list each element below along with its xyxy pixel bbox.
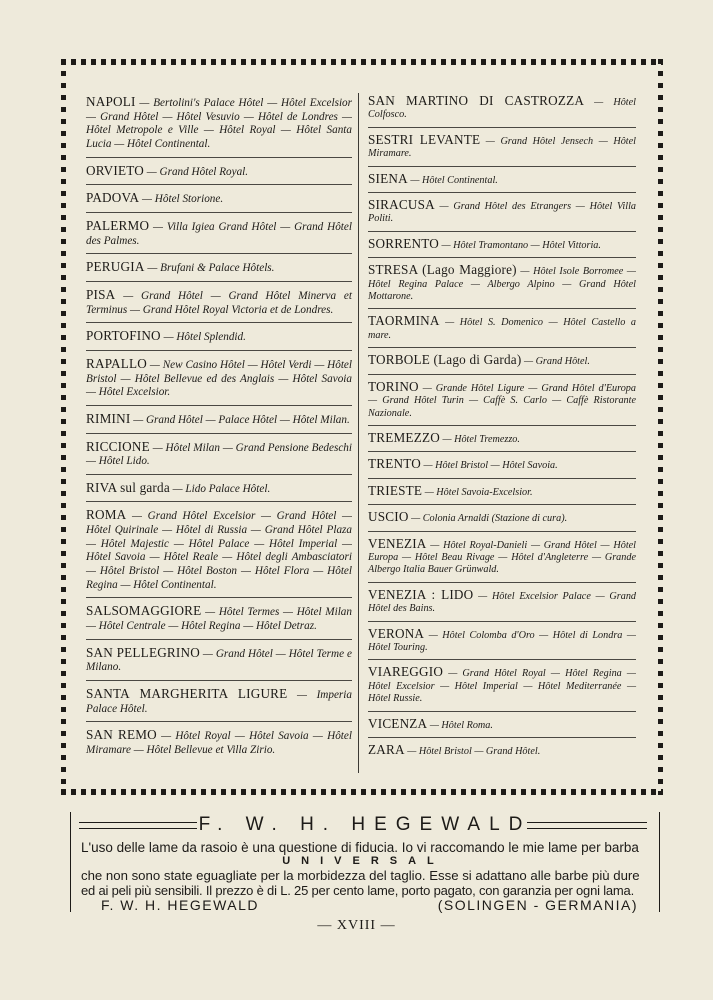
hotel-entry xyxy=(86,438,352,475)
hotel-list: — Grand Hôtel — Grand Hôtel Minerva et Terminus — Grand Hôtel Royal Victoria et de Londres. xyxy=(86,289,352,316)
city-name: STRESA (Lago Maggiore) xyxy=(368,262,517,278)
city-name: SAN REMO xyxy=(86,727,157,743)
city-name: VERONA xyxy=(368,625,425,641)
city-name: VICENZA xyxy=(368,715,428,731)
hotel-list: — Hôtel Royal-Danieli — Grand Hôtel — Hôtel Europa — Hôtel Beau Rivage — Hôtel d'Angleterre — Grande Albergo Italia Bauer Grünwald. xyxy=(368,539,636,576)
hotel-list: — Hôtel S. Domenico — Hôtel Castello a mare. xyxy=(368,317,636,341)
hotel-entry xyxy=(368,509,636,531)
ad-footer xyxy=(81,898,646,913)
city-name: SORRENTO xyxy=(368,235,439,251)
hotel-entry xyxy=(368,197,636,232)
hotel-entry xyxy=(86,506,352,598)
city-name: USCIO xyxy=(368,509,409,525)
hotel-entry xyxy=(368,716,636,738)
city-name: PALERMO xyxy=(86,217,150,233)
frame-bottom-border xyxy=(61,789,663,795)
ad-title: F. W. H. HEGEWALD xyxy=(198,814,532,835)
city-name: RAPALLO xyxy=(86,355,148,371)
city-name: VENEZIA xyxy=(368,535,427,551)
city-name: SESTRI LEVANTE xyxy=(368,131,481,147)
hotel-list: — Hôtel Splendid. xyxy=(160,331,246,344)
city-name: RIMINI xyxy=(86,410,131,426)
hotel-entry xyxy=(368,587,636,622)
hotel-entry xyxy=(86,327,352,351)
hotel-entry xyxy=(368,93,636,128)
city-name: VENEZIA : LIDO xyxy=(368,586,474,602)
city-name: SAN MARTINO DI CASTROZZA xyxy=(368,93,585,108)
hotel-list: — Grand Hôtel — Hôtel Terme e Milano. xyxy=(86,647,352,674)
hotel-entry xyxy=(86,726,352,762)
hotel-list: — Grand Hôtel Royal — Hôtel Regina — Hôtel Excelsior — Hôtel Imperial — Hôtel Mediterranée — Hôtel Russie. xyxy=(368,668,636,705)
hegewald-advertisement xyxy=(70,812,660,912)
ad-location: (SOLINGEN - GERMANIA) xyxy=(437,897,638,913)
ad-line-2: che non sono state eguagliate per la morbidezza del taglio. Esse si adattano alle barbe più dure xyxy=(81,868,640,883)
city-name: TAORMINA xyxy=(368,313,440,329)
ad-brand: UNIVERSAL xyxy=(282,855,445,867)
hotel-list: — Colonia Arnaldi (Stazione di cura). xyxy=(408,513,568,525)
hotel-entry xyxy=(86,410,352,434)
hotel-entry xyxy=(368,664,636,711)
hotel-list: — Hôtel Termes — Hôtel Milan — Hôtel Centrale — Hôtel Regina — Hôtel Detraz. xyxy=(86,606,352,633)
ad-line-3: ed ai peli più sensibili. Il prezzo è di L. 25 per cento lame, porto pagato, con garanzia per ogni lama. xyxy=(81,883,634,898)
hotel-entry xyxy=(86,189,352,213)
hotel-list: — Grand Hôtel Jensech — Hôtel Miramare. xyxy=(368,135,636,160)
city-name: TORBOLE (Lago di Garda) xyxy=(368,352,522,368)
city-name: RICCIONE xyxy=(86,438,150,454)
hotel-list: — Hôtel Tramontano — Hôtel Vittoria. xyxy=(438,239,601,251)
city-name: SAN PELLEGRINO xyxy=(86,644,200,660)
hotel-entry xyxy=(86,258,352,282)
hotel-list: — Hôtel Roma. xyxy=(427,719,493,731)
city-name: TORINO xyxy=(368,378,419,394)
hotel-entry xyxy=(368,352,636,374)
hotel-entry xyxy=(86,355,352,406)
hotel-entry xyxy=(368,236,636,258)
hotel-list: — Grand Hôtel Royal. xyxy=(143,165,249,178)
hotel-entry xyxy=(86,162,352,186)
hotel-entry xyxy=(368,171,636,193)
hotel-entry xyxy=(368,313,636,348)
hotel-list: — Hôtel Royal — Hôtel Savoia — Hôtel Miramare — Hôtel Bellevue et Villa Zirio. xyxy=(86,730,352,756)
hotel-entry xyxy=(368,430,636,452)
hotel-entry xyxy=(368,262,636,309)
city-name: TRENTO xyxy=(368,456,421,472)
hotel-list: — Hôtel Colfosco. xyxy=(368,97,636,121)
city-name: TREMEZZO xyxy=(368,429,440,445)
right-hotel-column xyxy=(368,93,636,767)
hotel-entry xyxy=(86,644,352,681)
hotel-list: — Villa Igiea Grand Hôtel — Grand Hôtel des Palmes. xyxy=(86,220,352,247)
hotel-entry xyxy=(86,286,352,323)
city-name: TRIESTE xyxy=(368,482,423,498)
city-name: RIVA sul garda xyxy=(86,479,170,495)
hotel-list: — Lido Palace Hôtel. xyxy=(169,482,271,495)
city-name: SIENA xyxy=(368,170,408,186)
city-name: PISA xyxy=(86,286,116,302)
hotel-entry xyxy=(368,379,636,426)
hotel-list: — Grand Hôtel Excelsior — Grand Hôtel — Hôtel Quirinale — Hôtel di Russia — Grand Hôtel Plaza — Hôtel Majestic — Hôtel Palace — Hôtel Imperial — Hôtel Savoia — Hôtel Reale — Hôtel degli Ambasciatori — Hôtel Bristol — Hôtel Boston — Hôtel Flora — Hôtel Regina — Hôtel Continental. xyxy=(86,510,352,591)
hotel-list: — Hôtel Storione. xyxy=(139,193,224,206)
hotel-list: — Hôtel Milan — Grand Pensione Bedeschi — Hôtel Lido. xyxy=(86,441,352,468)
hotel-entry xyxy=(368,132,636,167)
hotel-list: — Grand Hôtel des Etrangers — Hôtel Villa Politi. xyxy=(368,201,636,225)
ad-line-1: L'uso delle lame da rasoio è una questione di fiducia. Io vi raccomando le mie lame per barba xyxy=(81,840,639,855)
frame-left-border xyxy=(61,59,66,795)
city-name: ORVIETO xyxy=(86,162,144,178)
hotel-entry xyxy=(368,456,636,478)
hotel-entry xyxy=(86,685,352,722)
hotel-entry xyxy=(86,93,352,158)
city-name: VIAREGGIO xyxy=(368,664,444,680)
hotel-entry xyxy=(368,536,636,583)
hotel-list: — Hôtel Continental. xyxy=(407,174,498,186)
city-name: NAPOLI xyxy=(86,94,136,109)
frame-top-border xyxy=(61,59,663,65)
hotel-list: — Grande Hôtel Ligure — Grand Hôtel d'Europa — Grand Hôtel Turin — Caffè S. Carlo — Caffè Ristorante Nazionale. xyxy=(368,382,636,419)
hotel-list: — Grand Hôtel. xyxy=(521,356,590,368)
hotel-list: — Hôtel Colomba d'Oro — Hôtel di Londra — Hôtel Touring. xyxy=(368,629,636,653)
hotel-list: — Hôtel Bristol — Hôtel Savoia. xyxy=(420,460,558,472)
hotel-entry xyxy=(368,483,636,505)
city-name: SIRACUSA xyxy=(368,197,435,213)
ad-body xyxy=(81,840,646,913)
column-divider xyxy=(358,93,359,773)
ad-signature: F. W. H. HEGEWALD xyxy=(101,897,259,913)
city-name: PORTOFINO xyxy=(86,328,161,344)
hotel-list: — Hôtel Tremezzo. xyxy=(439,433,520,445)
city-name: PADOVA xyxy=(86,190,140,206)
hotel-list: — Hôtel Savoia-Excelsior. xyxy=(422,486,533,498)
hotel-entry xyxy=(86,602,352,639)
hotel-list: — New Casino Hôtel — Hôtel Verdi — Hôtel Bristol — Hôtel Bellevue ed des Anglais — Hôtel Savoia — Hôtel Excelsior. xyxy=(86,358,352,399)
hotel-entry xyxy=(368,626,636,661)
hotel-list: — Hôtel Bristol — Grand Hôtel. xyxy=(404,746,541,757)
hotel-list: — Imperia Palace Hôtel. xyxy=(86,689,352,715)
hotel-list: — Bertolini's Palace Hôtel — Hôtel Excelsior — Grand Hôtel — Hôtel Vesuvio — Hôtel de Londres — Hôtel Metropole e Ville — Hôtel Royal — Hôtel Santa Lucia — Hôtel Continental. xyxy=(86,97,352,150)
frame-right-border xyxy=(658,59,663,795)
hotel-list: — Brufani & Palace Hôtels. xyxy=(144,262,275,275)
city-name: PERUGIA xyxy=(86,259,145,275)
city-name: ROMA xyxy=(86,507,127,523)
city-name: ZARA xyxy=(368,742,405,757)
hotel-entry xyxy=(368,742,636,763)
hotel-entry xyxy=(86,479,352,503)
left-hotel-column xyxy=(86,93,352,767)
page-number: — XVIII — xyxy=(317,918,396,933)
hotel-list: — Hôtel Isole Borromee — Hôtel Regina Palace — Albergo Alpino — Grand Hôtel Mottarone. xyxy=(368,266,636,303)
hotel-list: — Hôtel Excelsior Palace — Grand Hôtel des Bains. xyxy=(368,590,637,615)
hotel-list: — Grand Hôtel — Palace Hôtel — Hôtel Milan. xyxy=(130,413,350,426)
city-name: SANTA MARGHERITA LIGURE xyxy=(86,686,288,702)
city-name: SALSOMAGGIORE xyxy=(86,603,202,619)
hotel-entry xyxy=(86,217,352,254)
